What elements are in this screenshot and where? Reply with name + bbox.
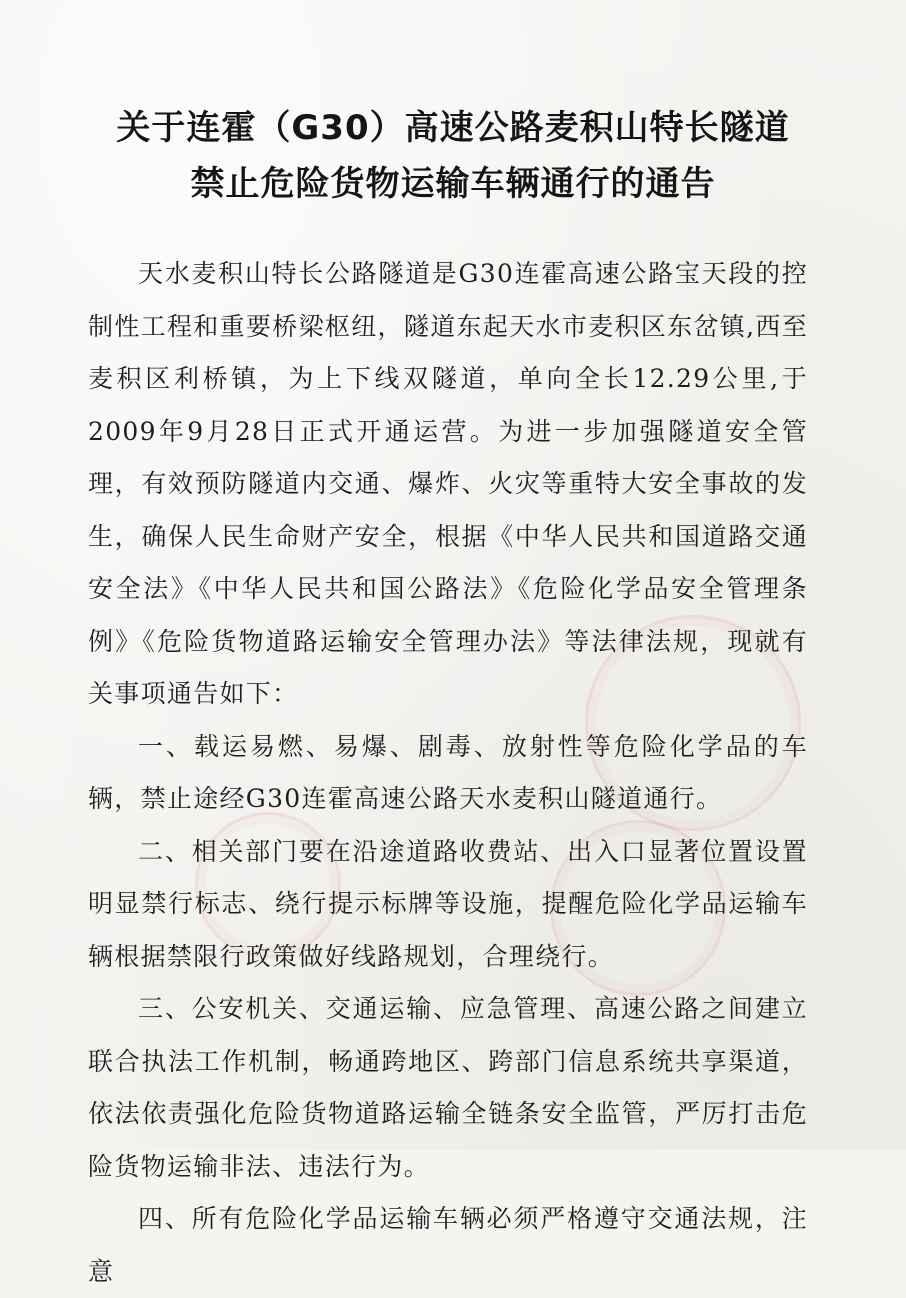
paragraph-intro: 天水麦积山特长公路隧道是G30连霍高速公路宝天段的控制性工程和重要桥梁枢纽，隧道东起天水市麦积区东岔镇,西至麦积区利桥镇，为上下线双隧道，单向全长12.29公里,于2009年9月28日正式开通运营。为进一步加强隧道安全管理，有效预防隧道内交通、爆炸、火灾等重特大安全事故的发生，确保人民生命财产安全，根据《中华人民共和国道路交通安全法》《中华人民共和国公路法》《危险化学品安全管理条例》《危险货物道路运输安全管理办法》等法律法规，现就有关事项通告如下： [88, 259, 808, 708]
paragraph-item-3: 三、公安机关、交通运输、应急管理、高速公路之间建立联合执法工作机制，畅通跨地区、跨部门信息系统共享渠道，依法依责强化危险货物道路运输全链条安全监管，严厉打击危险货物运输非法、违法行为。 [88, 994, 808, 1181]
document-body [88, 248, 808, 1298]
document-title-line-1: 关于连霍（G30）高速公路麦积山特长隧道 [116, 108, 790, 148]
paragraph-item-1: 一、载运易燃、易爆、剧毒、放射性等危险化学品的车辆，禁止途经G30连霍高速公路天水麦积山隧道通行。 [88, 731, 808, 813]
paragraph-item-4: 四、所有危险化学品运输车辆必须严格遵守交通法规，注意 [88, 1204, 808, 1286]
paragraph-item-2: 二、相关部门要在沿途道路收费站、出入口显著位置设置明显禁行标志、绕行提示标牌等设施，提醒危险化学品运输车辆根据禁限行政策做好线路规划，合理绕行。 [88, 836, 808, 971]
document-title-line-2: 禁止危险货物运输车辆通行的通告 [190, 164, 716, 204]
